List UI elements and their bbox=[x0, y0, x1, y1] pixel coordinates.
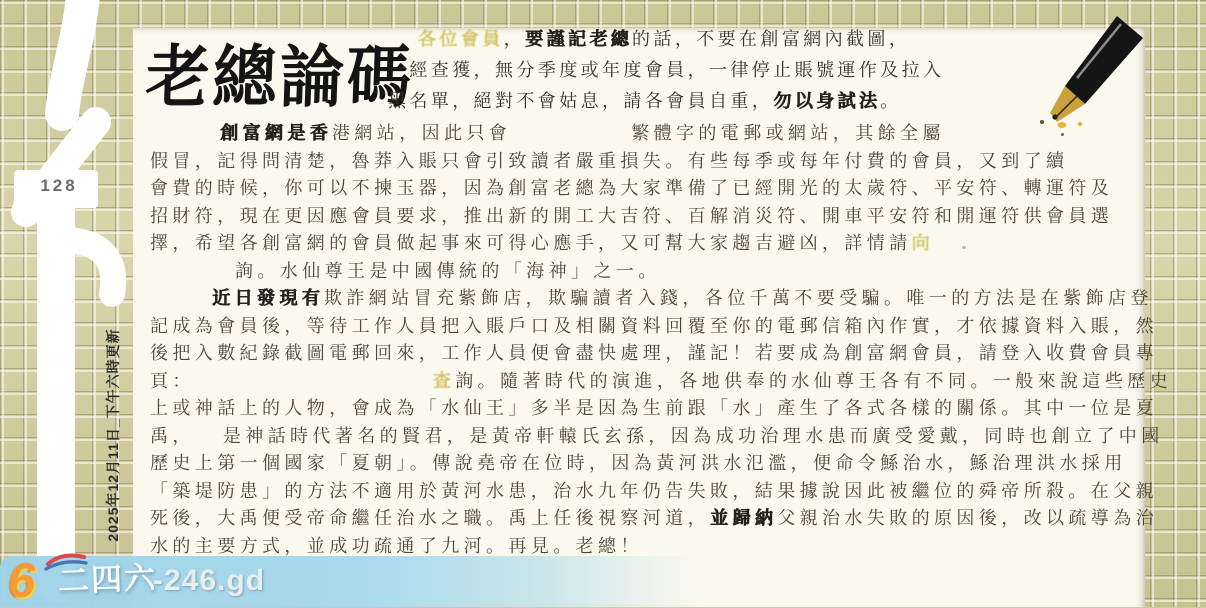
text-line: 會費的時候，你可以不揀玉器，因為創富老總為大家準備了已經開光的太歲符、平安符、轉運符及 bbox=[150, 178, 1114, 198]
logo-six: 6 bbox=[8, 554, 36, 608]
text-line: 歷史上第一個國家「夏朝」。傳說堯帝在位時，因為黃河洪水氾濫，便命令鯀治水，鯀治理洪水採用 bbox=[150, 453, 1127, 473]
text-line: 假冒，記得問清楚，魯莽入賬只會引致讀者嚴重損失。有些每季或每年付費的會員，又到了續 bbox=[150, 150, 1069, 171]
text-line: 記成為會員後，等待工作人員把入賬戶口及相關資料回覆至你的電郵信箱內作實，才依據資料入賬，然 bbox=[150, 315, 1158, 336]
ink-speck bbox=[1040, 120, 1044, 124]
site-domain: -246.gd bbox=[153, 564, 266, 597]
notice-line: 黑名單，絕對不會姑息，請各會員自重，勿以身試法。 bbox=[388, 91, 902, 111]
footer-banner bbox=[0, 556, 1206, 607]
text-line: 禹， 是神話時代著名的賢君，是黃帝軒轅氏玄孫，因為成功治理水患而廣受愛戴，同時也創立了中國 bbox=[150, 425, 1164, 446]
text-line: 詢。水仙尊王是中國傳統的「海神」之一。 bbox=[235, 260, 661, 281]
text-line: 上或神話上的人物，會成為「水仙王」多半是因為生前跟「水」產生了各式各樣的關係。其中一位是夏 bbox=[150, 398, 1158, 418]
text-line: 水的主要方式，並成功疏通了九河。再見。老總！ bbox=[150, 535, 643, 556]
text-line: 死後，大禹便受帝命繼任治水之職。禹上任後視察河道，並歸納父親治水失敗的原因後，改以疏導為治 bbox=[150, 508, 1159, 528]
notice-line: 一經查獲，無分季度或年度會員，一律停止賬號運作及拉入 bbox=[388, 60, 945, 80]
notice-line: 各位會員，要謹記老總的話，不要在創富網內截圖， bbox=[418, 29, 911, 49]
article-body bbox=[150, 120, 1173, 560]
site-name: 二四六 bbox=[57, 560, 158, 600]
page-title: 老總論碼 bbox=[144, 38, 416, 118]
ink-speck bbox=[1061, 133, 1064, 136]
text-line: 頁： 查詢。隨著時代的演進，各地供奉的水仙尊王各有不同。一般來說這些歷史 bbox=[150, 370, 1173, 391]
text-line: 近日發現有欺詐網站冒充紫飾店，欺騙讀者入錢，各位千萬不要受騙。唯一的方法是在紫飾店登 bbox=[212, 288, 1153, 308]
ink-speck bbox=[962, 246, 966, 249]
issue-number: 128 bbox=[40, 176, 78, 195]
update-timestamp: 2025年12月11日_下午六時更新 bbox=[105, 328, 121, 542]
text-line: 「築堤防患」的方法不適用於黃河水患，治水九年仍告失敗，結果據說因此被繼位的舜帝所殺。在父親 bbox=[150, 480, 1158, 501]
text-line: 後把入數紀錄截圖電郵回來，工作人員便會盡快處理，謹記！若要成為創富網會員，請登入收費會員專 bbox=[150, 343, 1158, 363]
text-line: 招財符，現在更因應會員要求，推出新的開工大吉符、百解消災符、開車平安符和開運符供會員選 bbox=[150, 205, 1114, 226]
text-line: 創富網是香港網站，因此只會 繁體字的電郵或網站，其餘全屬 bbox=[220, 123, 945, 143]
member-warning-notice bbox=[388, 24, 1028, 117]
text-line: 擇，希望各創富網的會員做起事來可得心應手，又可幫大家趨吉避凶，詳情請向 bbox=[150, 233, 935, 253]
fountain-pen-icon bbox=[1005, 14, 1145, 129]
